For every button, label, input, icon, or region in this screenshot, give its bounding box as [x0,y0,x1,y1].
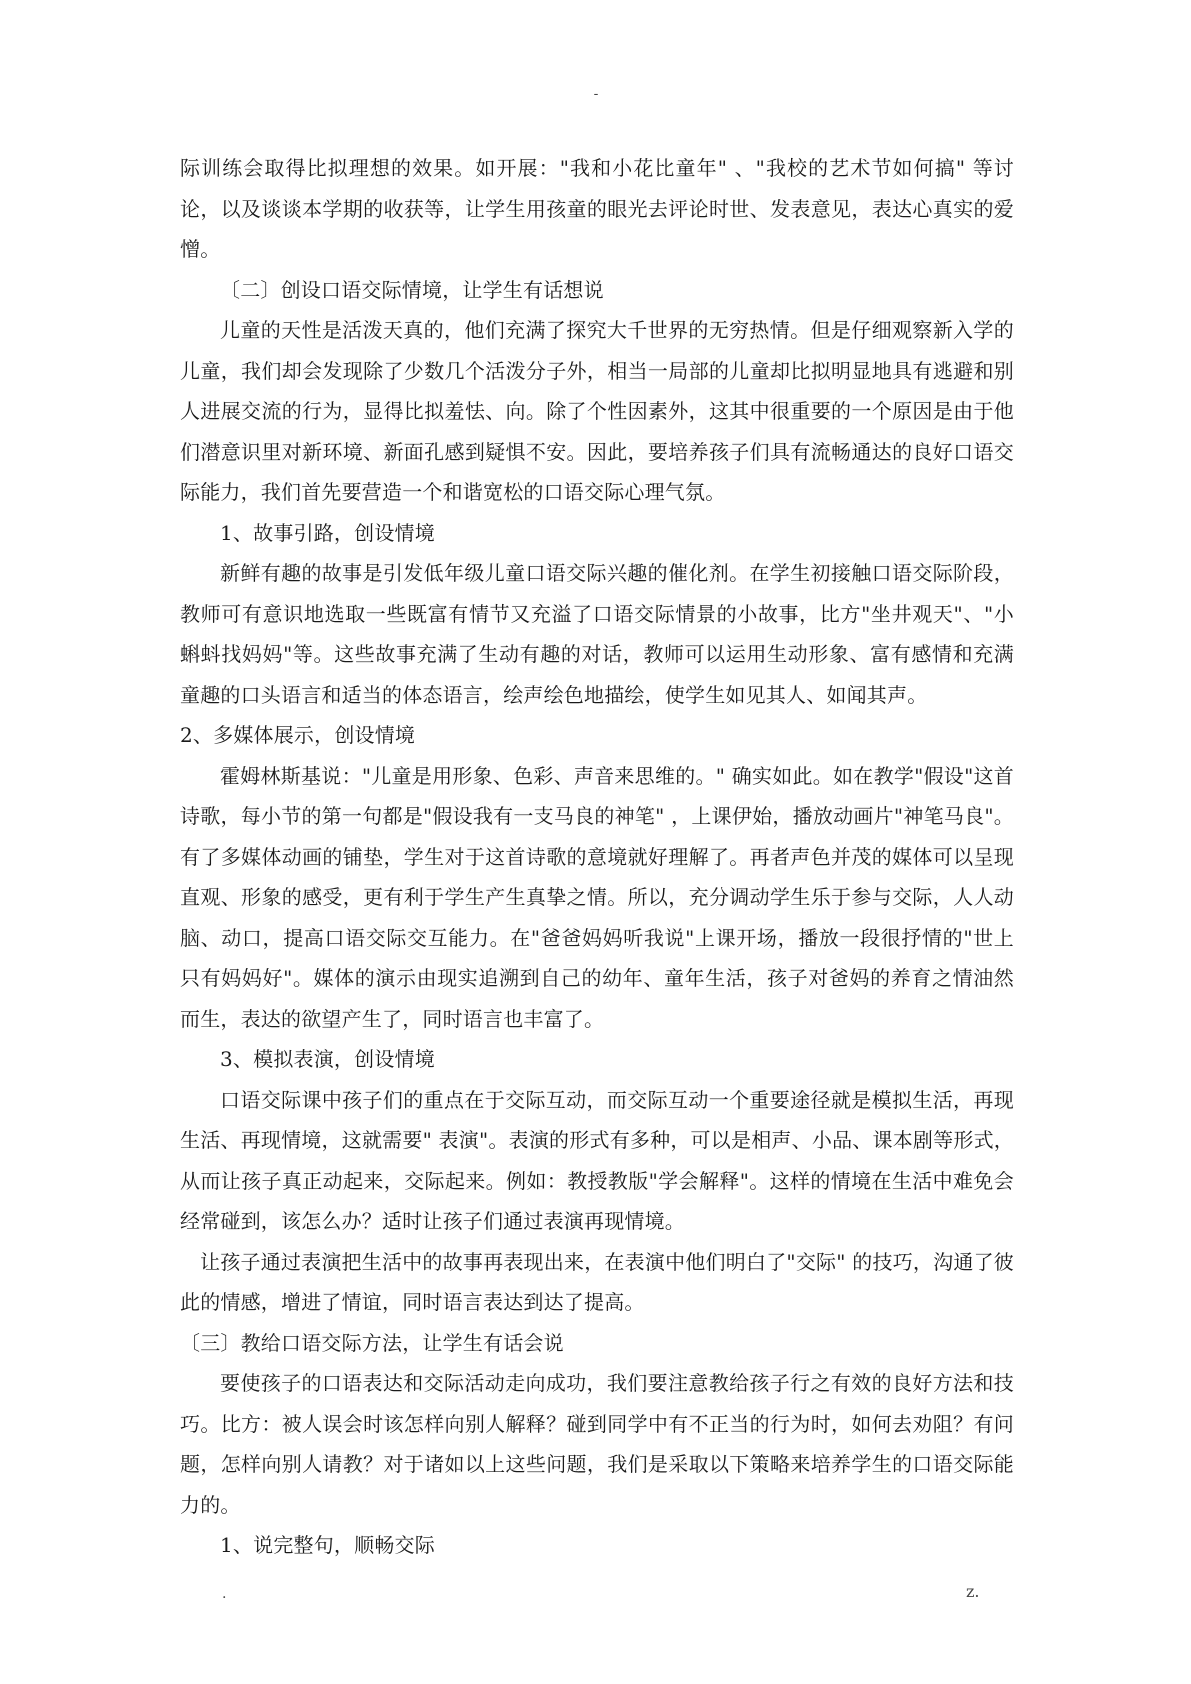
paragraph-6: 让孩子通过表演把生活中的故事再表现出来，在表演中他们明白了"交际" 的技巧，沟通了彼此的情感，增进了情谊，同时语言表达到达了提高。 [180,1249,1014,1314]
page-footer-left: . [222,1586,227,1602]
paragraph-5: 口语交际课中孩子们的重点在于交际互动，而交际互动一个重要途径就是模拟生活，再现生活、再现情境，这就需要" 表演"。表演的形式有多种，可以是相声、小品、课本剧等形式，从而让孩子真正动起来，交际起来。例如：教授教版"学会解释"。这样的情境在生活中难免会经常碰到，该怎么办？适时让孩子们通过表演再现情境。 [180,1087,1014,1233]
paragraph-2: 儿童的天性是活泼天真的，他们充满了探究大千世界的无穷热情。但是仔细观察新入学的儿童，我们却会发现除了少数几个活泼分子外，相当一局部的儿童却比拟明显地具有逃避和别人进展交流的行为，显得比拟羞怯、向。除了个性因素外，这其中很重要的一个原因是由于他们潜意识里对新环境、新面孔感到疑惧不安。因此，要培养孩子们具有流畅通达的良好口语交际能力，我们首先要营造一个和谐宽松的口语交际心理气氛。 [180,318,1014,504]
subheading-story: 1、故事引路，创设情境 [220,520,435,545]
section-heading-3: 〔三〕教给口语交际方法，让学生有话会说 [180,1330,564,1355]
paragraph-7: 要使孩子的口语表达和交际活动走向成功，我们要注意教给孩子行之有效的良好方法和技巧。比方：被人误会时该怎样向别人解释？碰到同学中有不正当的行为时，如何去劝阻？有问题，怎样向别人请教？对于诸如以上这些问题，我们是采取以下策略来培养学生的口语交际能力的。 [180,1371,1014,1517]
subheading-complete-sentences: 1、说完整句，顺畅交际 [220,1533,435,1557]
subheading-multimedia: 2、多媒体展示，创设情境 [180,723,416,747]
page-header-mark: - [593,86,599,102]
page-footer-right: z. [966,1582,980,1601]
paragraph-1: 际训练会取得比拟理想的效果。如开展："我和小花比童年" 、"我校的艺术节如何搞" 等讨论，以及谈谈本学期的收获等，让学生用孩童的眼光去评论时世、发表意见，表达心真实的爱憎。 [180,156,1014,261]
document-body [180,148,1014,1566]
section-heading-2: 〔二〕创设口语交际情境，让学生有话想说 [220,277,604,302]
subheading-performance: 3、模拟表演，创设情境 [220,1047,435,1071]
paragraph-4: 霍姆林斯基说："儿童是用形象、色彩、声音来思维的。" 确实如此。如在教学"假设"这首诗歌，每小节的第一句都是"假设我有一支马良的神笔" ，上课伊始，播放动画片"神笔马良"。有了多媒体动画的铺垫，学生对于这首诗歌的意境就好理解了。再者声色并茂的媒体可以呈现直观、形象的感受，更有利于学生产生真挚之情。所以，充分调动学生乐于参与交际，人人动脑、动口，提高口语交际交互能力。在"爸爸妈妈听我说"上课开场，播放一段很抒情的"世上只有妈妈好"。媒体的演示由现实追溯到自己的幼年、童年生活，孩子对爸妈的养育之情油然而生，表达的欲望产生了，同时语言也丰富了。 [180,763,1014,1031]
paragraph-3: 新鲜有趣的故事是引发低年级儿童口语交际兴趣的催化剂。在学生初接触口语交际阶段，教师可有意识地选取一些既富有情节又充溢了口语交际情景的小故事，比方"坐井观天"、"小蝌蚪找妈妈"等。这些故事充满了生动有趣的对话，教师可以运用生动形象、富有感情和充满童趣的口头语言和适当的体态语言，绘声绘色地描绘，使学生如见其人、如闻其声。 [180,561,1014,707]
